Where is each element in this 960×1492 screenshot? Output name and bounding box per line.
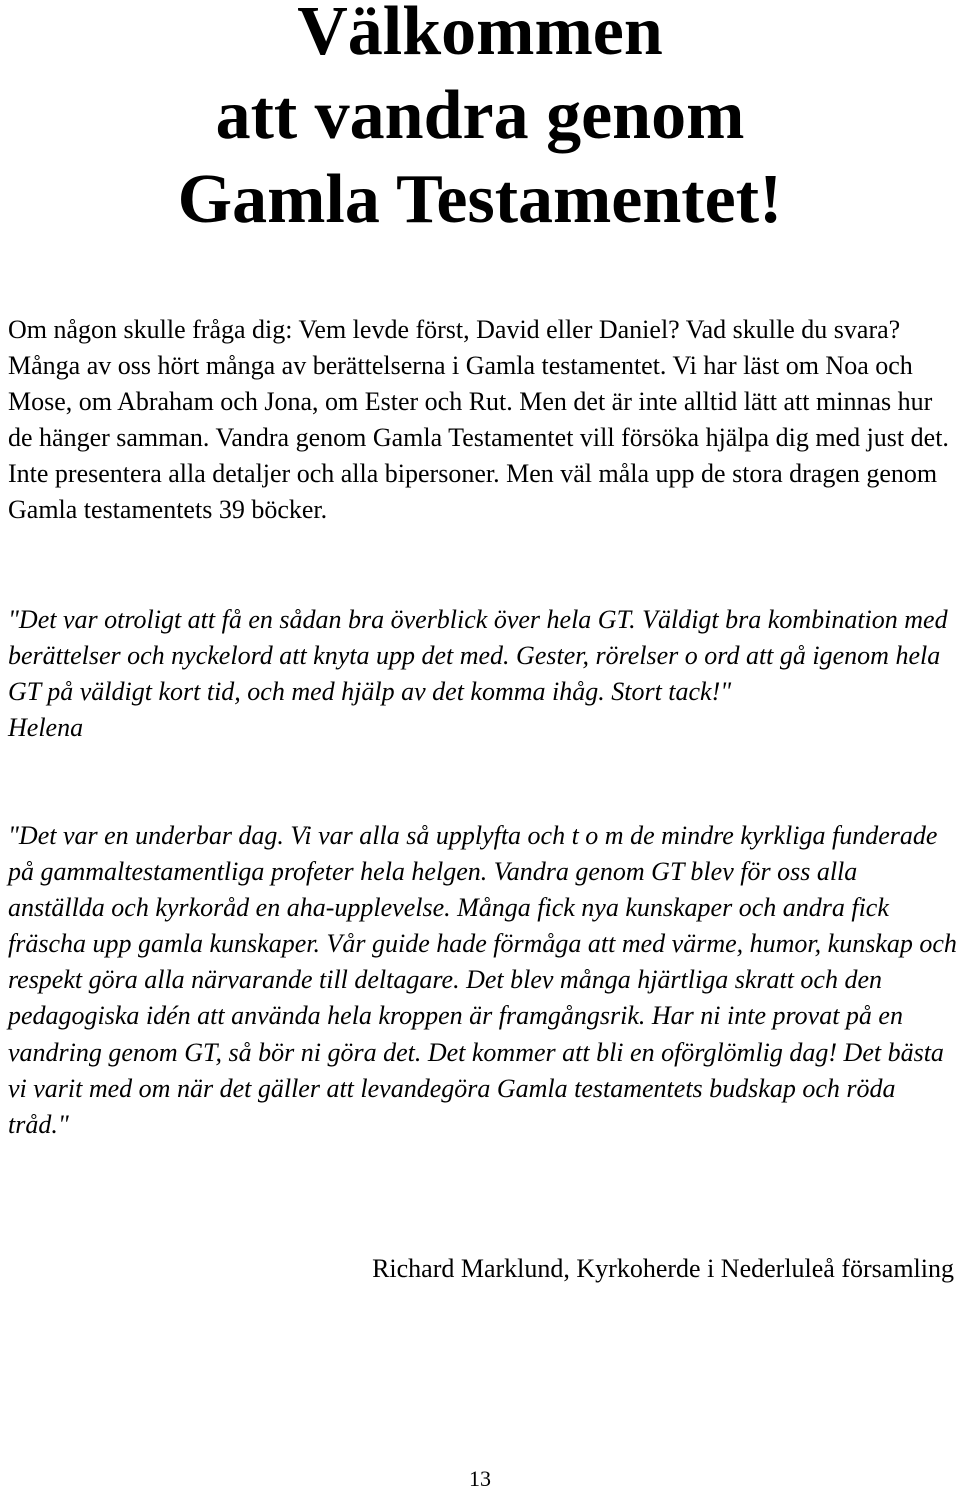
intro-section — [8, 312, 958, 529]
testimonial-richard — [8, 818, 958, 1143]
testimonial-signature: Richard Marklund, Kyrkoherde i Nederluleå församling — [372, 1254, 954, 1283]
testimonial-text: "Det var otroligt att få en sådan bra överblick över hela GT. Väldigt bra kombination med berättelser och nyckelord att knyta upp det med. Gester, rörelser o ord att gå igenom hela GT på väldigt kort tid, och med hjälp av det komma ihåg. Stort tack!" — [8, 605, 948, 707]
page-number: 13 — [469, 1466, 491, 1491]
page-title — [0, 0, 960, 242]
testimonial-text: "Det var en underbar dag. Vi var alla så upplyfta och t o m de mindre kyrkliga funderade på gammaltestamentliga profeter hela helgen. Vandra genom GT blev för oss alla anställda och kyrkoråd en aha-upplevelse. Många fick nya kunskaper och andra fick fräscha upp gamla kunskaper. Vår guide hade förmåga att med värme, humor, kunskap och respekt göra alla närvarande till deltagare. Det blev många hjärtliga skratt och den pedagogiska idén att använda hela kroppen är framgångsrik. Har ni inte provat på en vandring genom GT, så bör ni göra det. Det kommer att bli en oförglömlig dag! Det bästa vi varit med om när det gäller att levandegöra Gamla testamentets budskap och röda tråd." — [8, 821, 957, 1139]
testimonial-helena — [8, 602, 958, 746]
title-line-2: att vandra genom — [215, 77, 745, 154]
testimonial-author: Helena — [8, 713, 84, 743]
title-line-3: Gamla Testamentet! — [177, 161, 783, 238]
intro-paragraph: Om någon skulle fråga dig: Vem levde först, David eller Daniel? Vad skulle du svara? Många av oss hört många av berättelserna i Gamla testamentet. Vi har läst om Noa och Mose, om Abraham och Jona, om Ester och Rut. Men det är inte alltid lätt att minnas hur de hänger samman. Vandra genom Gamla Testamentet vill försöka hjälpa dig med just det. Inte presentera alla detaljer och alla bipersoner. Men väl måla upp de stora dragen genom Gamla testamentets 39 böcker. — [8, 315, 949, 525]
title-line-1: Välkommen — [297, 0, 663, 70]
